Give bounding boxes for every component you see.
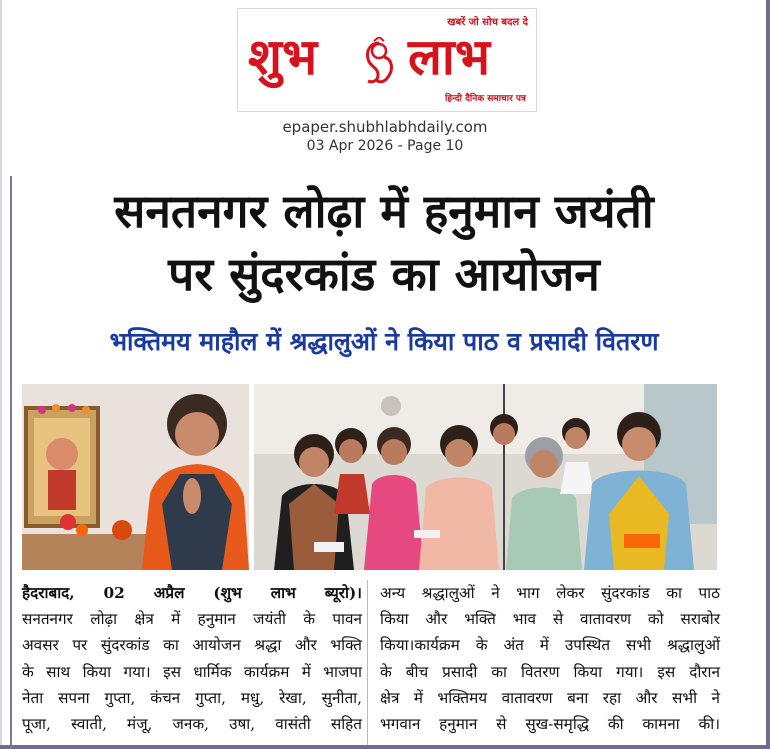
article-line: अवसर पर सुंदरकांड का आयोजन श्रद्धा और भक्ति xyxy=(22,636,362,655)
page-frame-left xyxy=(0,0,2,749)
photo-woman-praying xyxy=(22,384,249,570)
article-border xyxy=(10,176,12,749)
article-line: पूजा, स्वाती, मंजू, जनक, उषा, वासंती सहित xyxy=(22,715,362,734)
article-line: सनतनगर लोढ़ा क्षेत्र में हनुमान जयंती के पावन xyxy=(22,610,362,629)
article-line: अन्य श्रद्धालुओं ने भाग लेकर सुंदरकांड का पाठ xyxy=(380,584,720,602)
dateline: हैदराबाद, 02 अप्रैल (शुभ लाभ ब्यूरो)। xyxy=(22,584,362,602)
article-column-1 xyxy=(22,580,362,737)
article-line: किया और भक्ति भाव से वातावरण को सराबोर xyxy=(380,610,720,629)
brand-name-right: लाभ xyxy=(408,27,490,86)
page-frame-bottom xyxy=(0,745,770,749)
epaper-url: epaper.shubhlabhdaily.com xyxy=(282,118,488,136)
masthead-tagline: खबरें जो सोच बदल दे xyxy=(447,17,528,28)
photo-group-devotees xyxy=(254,384,717,570)
article-line: नेता सपना गुप्ता, कंचन गुप्ता, मधु, रेखा, सुनीता, xyxy=(22,688,362,707)
edition-date-page: 03 Apr 2026 - Page 10 xyxy=(306,138,464,154)
masthead-subtag: हिन्दी दैनिक समाचार पत्र xyxy=(444,94,526,104)
brand-name-left: शुभ xyxy=(248,27,318,86)
page-frame-right xyxy=(766,0,770,749)
article-line: के साथ किया गया। इस धार्मिक कार्यक्रम में भाजपा xyxy=(22,662,362,681)
column-divider xyxy=(367,580,368,745)
subheadline: भक्तिमय माहौल में श्रद्धालुओं ने किया पाठ व प्रसादी वितरण xyxy=(109,327,659,356)
ganesha-logo-icon xyxy=(356,37,402,87)
newspaper-masthead xyxy=(237,8,537,112)
article-line: क्षेत्र में भक्तिमय वातावरण बना रहा और सभी ने xyxy=(380,688,720,707)
article-line: भगवान हनुमान से सुख-समृद्धि की कामना की। xyxy=(380,715,720,734)
article-line: किया।कार्यक्रम के अंत में उपस्थित सभी श्रद्धालुओं xyxy=(380,636,720,655)
article-line: के बीच प्रसादी का वितरण किया गया। इस दौरान xyxy=(380,662,720,681)
headline-line-2: पर सुंदरकांड का आयोजन xyxy=(168,247,600,301)
headline-line-1: सनतनगर लोढ़ा में हनुमान जयंती xyxy=(114,184,654,238)
article-column-2 xyxy=(380,580,720,737)
